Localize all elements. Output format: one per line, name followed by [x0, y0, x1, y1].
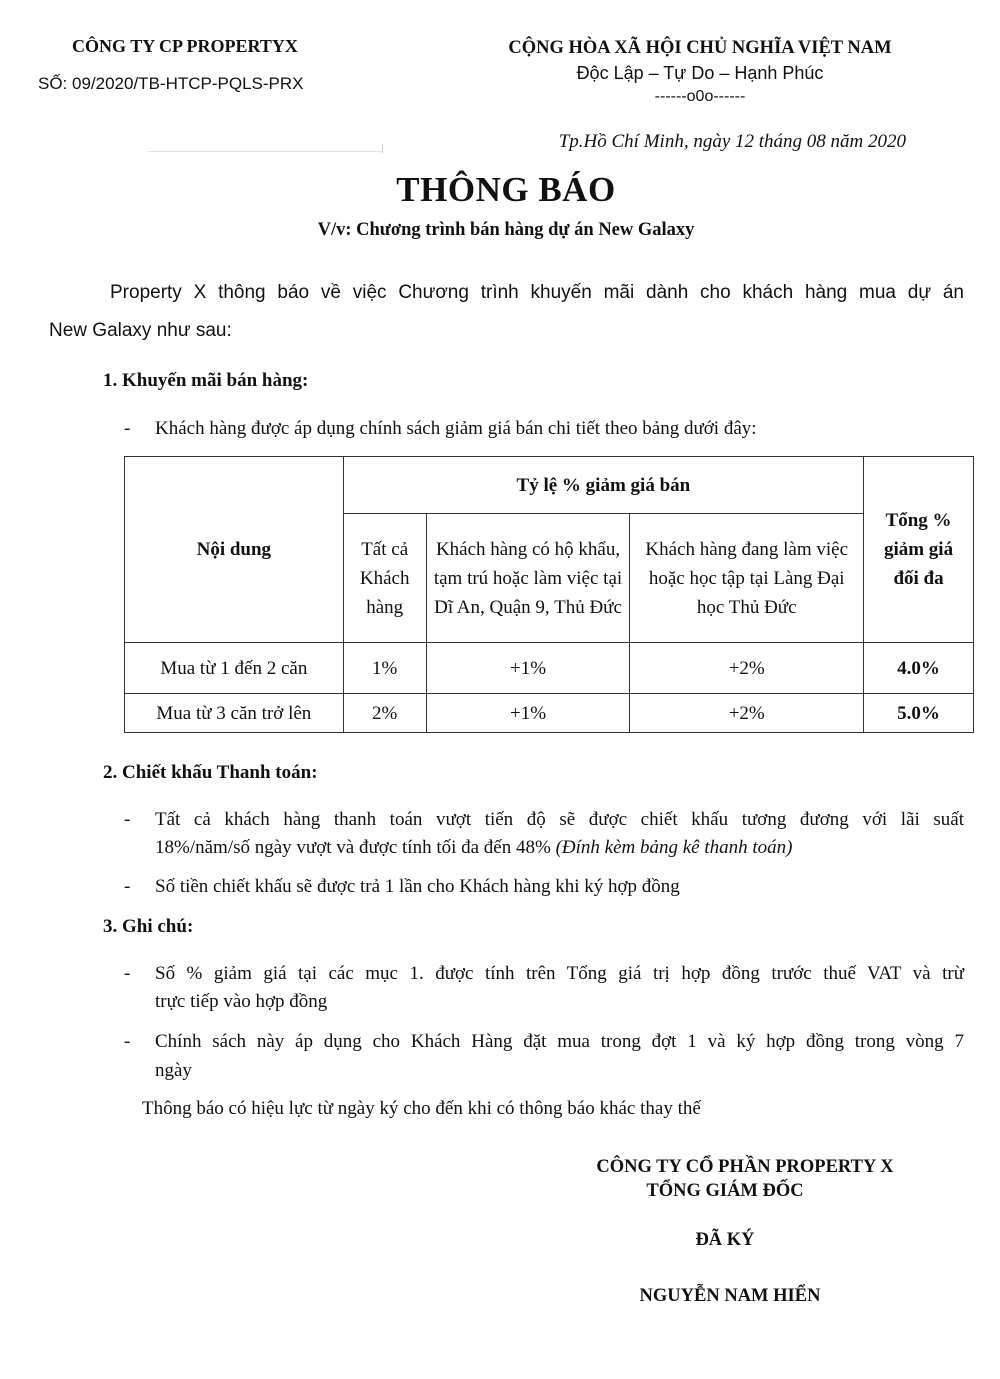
- row-local: +1%: [426, 694, 630, 733]
- section-2-bullet-1-note: (Đính kèm bảng kê thanh toán): [555, 837, 793, 858]
- section-3-heading: 3. Ghi chú:: [103, 916, 194, 937]
- intro-paragraph-line-1: Property X thông báo về việc Chương trình khuyến mãi dành cho khách hàng mua dự án: [110, 282, 964, 303]
- signature-title: TỔNG GIÁM ĐỐC: [646, 1181, 804, 1201]
- signature-company: CÔNG TY CỔ PHẦN PROPERTY X: [596, 1157, 894, 1177]
- header-local-customers: Khách hàng có hộ khẩu, tạm trú hoặc làm việc tại Dĩ An, Quận 9, Thủ Đức: [426, 514, 630, 643]
- section-2-bullet-2: Số tiền chiết khấu sẽ được trả 1 lần cho Khách hàng khi ký hợp đồng: [155, 876, 680, 897]
- row-university: +2%: [630, 643, 864, 694]
- section-2-bullet-1-line-1: Tất cả khách hàng thanh toán vượt tiến độ sẽ được chiết khấu tương đương với lãi suất: [155, 809, 964, 830]
- header-total: Tổng % giảm giá đối đa: [864, 457, 974, 643]
- discount-table: [124, 456, 974, 733]
- table-header-row: [125, 457, 974, 514]
- row-local: +1%: [426, 643, 630, 694]
- header-university-customers: Khách hàng đang làm việc hoặc học tập tại Làng Đại học Thủ Đức: [630, 514, 864, 643]
- header-ornament: ------o0o------: [654, 88, 746, 105]
- section-3-bullet-1-line-2: trực tiếp vào hợp đồng: [155, 991, 328, 1012]
- row-total: 5.0%: [864, 694, 974, 733]
- section-2-bullet-1-text: 18%/năm/số ngày vượt và được tính tối đa đến 48%: [155, 837, 551, 858]
- document-title: THÔNG BÁO: [396, 170, 616, 209]
- section-1-bullet: Khách hàng được áp dụng chính sách giảm giá bán chi tiết theo bảng dưới đây:: [155, 418, 757, 439]
- section-3-bullet-2-line-2: ngày: [155, 1060, 192, 1081]
- bullet-mark: -: [124, 809, 131, 830]
- table-row: [125, 643, 974, 694]
- document-number: SỐ: 09/2020/TB-HTCP-PQLS-PRX: [38, 74, 304, 93]
- bullet-mark: -: [124, 876, 131, 897]
- row-content: Mua từ 3 căn trở lên: [125, 694, 344, 733]
- document-subject: V/v: Chương trình bán hàng dự án New Galaxy: [317, 220, 695, 240]
- section-3-bullet-1-line-1: Số % giảm giá tại các mục 1. được tính trên Tổng giá trị hợp đồng trước thuế VAT và trừ: [155, 963, 964, 984]
- faint-divider: [148, 151, 383, 152]
- section-2-bullet-1-line-2: [155, 837, 793, 859]
- row-total: 4.0%: [864, 643, 974, 694]
- table-row: [125, 694, 974, 733]
- bullet-mark: -: [124, 1031, 131, 1052]
- national-title: CỘNG HÒA XÃ HỘI CHỦ NGHĨA VIỆT NAM: [508, 38, 892, 58]
- header-all-customers: Tất cả Khách hàng: [343, 514, 426, 643]
- signature-name: NGUYỄN NAM HIỂN: [639, 1286, 821, 1306]
- company-name: CÔNG TY CP PROPERTYX: [72, 36, 298, 56]
- row-all: 2%: [343, 694, 426, 733]
- national-motto: Độc Lập – Tự Do – Hạnh Phúc: [576, 63, 824, 83]
- row-university: +2%: [630, 694, 864, 733]
- header-content: Nội dung: [125, 457, 344, 643]
- intro-paragraph-line-2: New Galaxy như sau:: [49, 320, 232, 341]
- row-content: Mua từ 1 đến 2 căn: [125, 643, 344, 694]
- date-line: Tp.Hồ Chí Minh, ngày 12 tháng 08 năm 2020: [558, 131, 906, 152]
- row-all: 1%: [343, 643, 426, 694]
- section-2-heading: 2. Chiết khấu Thanh toán:: [103, 762, 318, 783]
- faint-divider-tick: [382, 144, 383, 153]
- section-3-bullet-2-line-1: Chính sách này áp dụng cho Khách Hàng đặt mua trong đợt 1 và ký hợp đồng trong vòng 7: [155, 1031, 964, 1052]
- effective-statement: Thông báo có hiệu lực từ ngày ký cho đến khi có thông báo khác thay thế: [142, 1098, 701, 1119]
- bullet-mark: -: [124, 418, 131, 439]
- bullet-mark: -: [124, 963, 131, 984]
- section-1-heading: 1. Khuyến mãi bán hàng:: [103, 370, 309, 391]
- header-discount-group: Tỷ lệ % giảm giá bán: [343, 457, 863, 514]
- signature-status: ĐÃ KÝ: [695, 1230, 755, 1250]
